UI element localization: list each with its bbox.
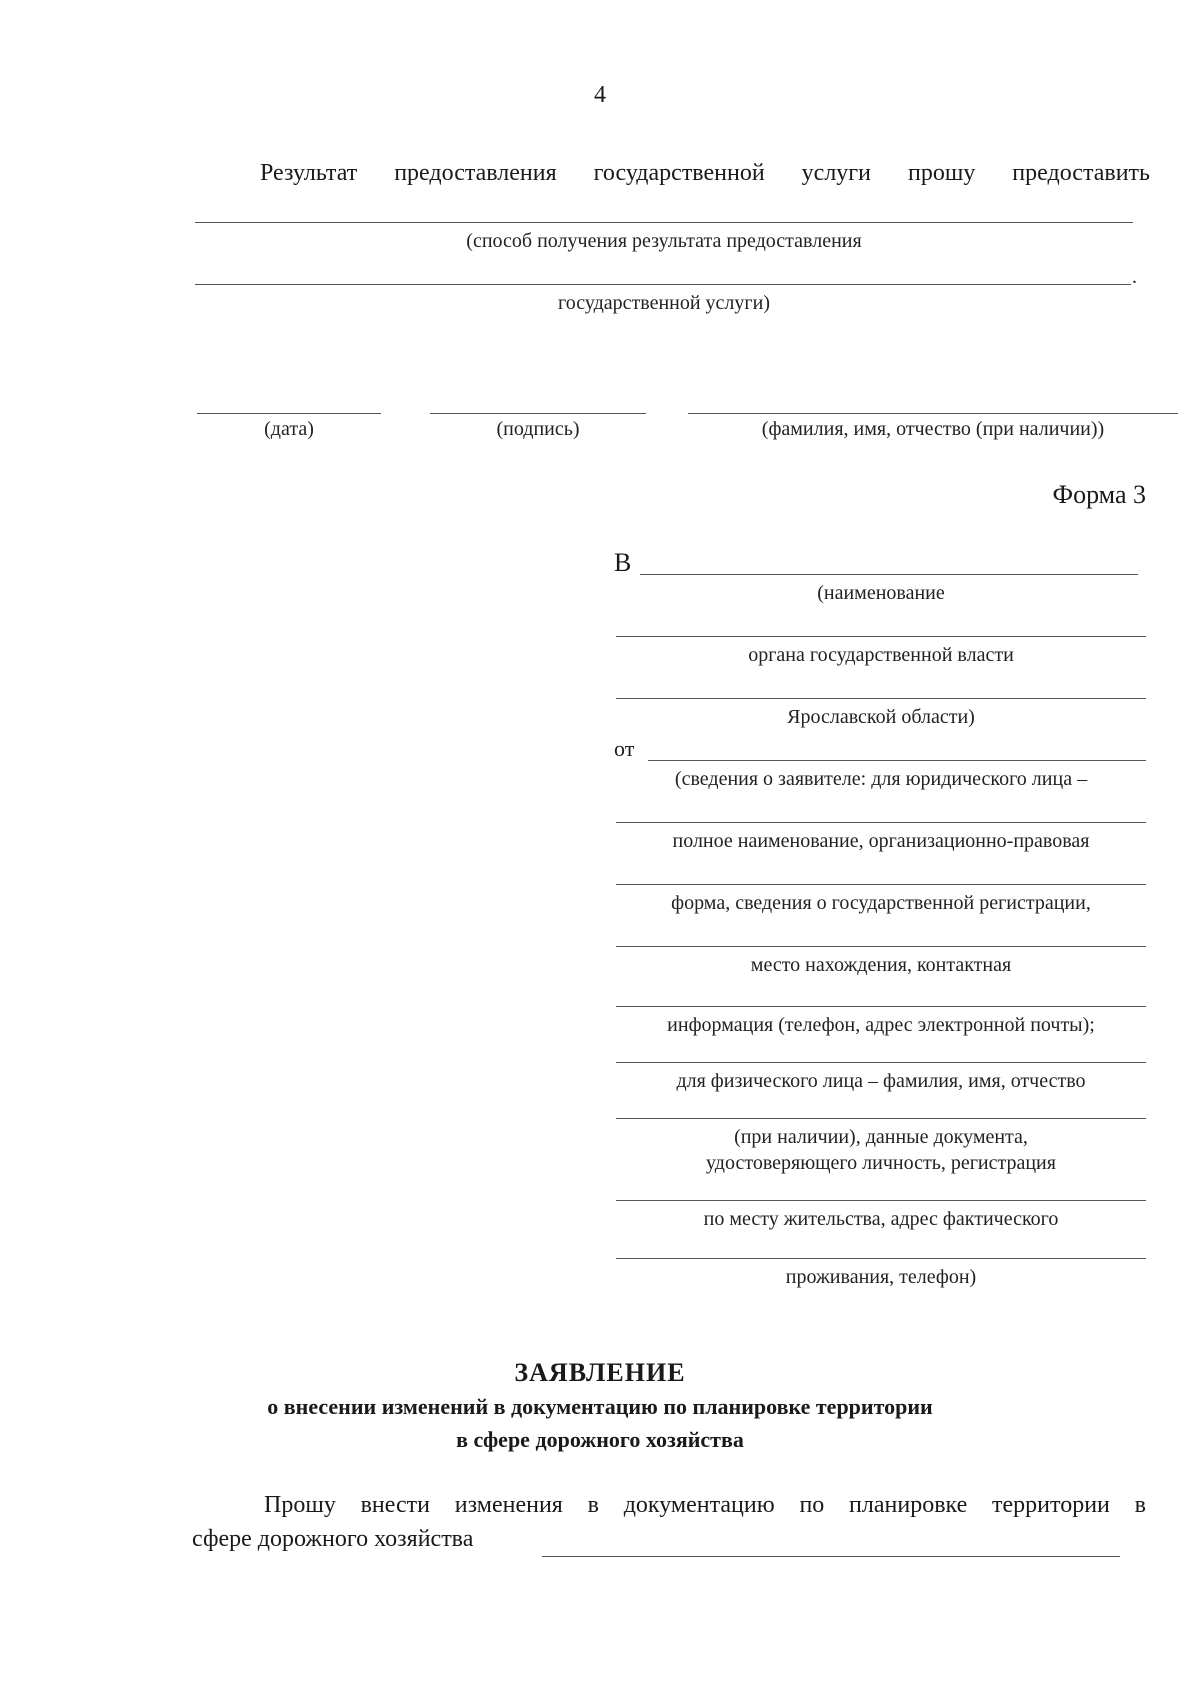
from-line-7: [616, 1200, 1146, 1201]
to-line-1: [640, 574, 1138, 575]
from-caption: по месту жительства, адрес фактического: [703, 1208, 1059, 1230]
from-caption: информация (телефон, адрес электронной почты);: [667, 1014, 1095, 1036]
from-caption: (сведения о заявителе: для юридического лица –: [674, 768, 1088, 790]
result-end-mark: .: [1132, 266, 1137, 288]
from-caption: форма, сведения о государственной регистрации,: [671, 892, 1091, 914]
to-caption-1: (наименование: [817, 582, 945, 604]
signature-line: [430, 413, 646, 414]
statement-body-fill-line: [542, 1556, 1120, 1557]
from-line-0: [648, 760, 1146, 761]
signature-caption: (подпись): [496, 418, 580, 440]
from-line-2: [616, 884, 1146, 885]
statement-body-line-1: Прошу внести изменения в документацию по планировке территории в: [264, 1492, 1146, 1518]
date-line: [197, 413, 381, 414]
to-line-3: [616, 698, 1146, 699]
full-name-caption: (фамилия, имя, отчество (при наличии)): [761, 418, 1105, 440]
statement-title: ЗАЯВЛЕНИЕ: [514, 1358, 686, 1387]
full-name-line: [688, 413, 1178, 414]
from-line-1: [616, 822, 1146, 823]
statement-subtitle-1: о внесении изменений в документацию по планировке территории: [267, 1394, 933, 1419]
from-prefix: от: [614, 736, 635, 761]
to-prefix: В: [614, 548, 632, 577]
result-method-line-1: [195, 222, 1133, 223]
from-caption: удостоверяющего личность, регистрация: [706, 1152, 1056, 1174]
from-line-5: [616, 1062, 1146, 1063]
form-label: Форма 3: [1052, 480, 1146, 509]
result-intro-text: Результат предоставления государственной услуги прошу предоставить: [260, 160, 1150, 186]
from-line-4: [616, 1006, 1146, 1007]
from-line-8: [616, 1258, 1146, 1259]
from-line-6: [616, 1118, 1146, 1119]
from-caption: полное наименование, организационно-правовая: [672, 830, 1090, 852]
date-caption: (дата): [264, 418, 314, 440]
to-line-2: [616, 636, 1146, 637]
result-method-line-2: [195, 284, 1131, 285]
from-caption: место нахождения, контактная: [750, 954, 1012, 976]
from-caption: для физического лица – фамилия, имя, отчество: [676, 1070, 1086, 1092]
statement-body-line-2: сфере дорожного хозяйства: [192, 1526, 474, 1552]
page-number: 4: [594, 82, 606, 108]
to-caption-3: Ярославской области): [787, 706, 975, 728]
result-method-caption-1: (способ получения результата предоставления: [466, 230, 862, 252]
from-caption: (при наличии), данные документа,: [734, 1126, 1028, 1148]
result-method-caption-2: государственной услуги): [558, 292, 770, 314]
from-caption: проживания, телефон): [785, 1266, 977, 1288]
statement-subtitle-2: в сфере дорожного хозяйства: [456, 1427, 744, 1452]
from-line-3: [616, 946, 1146, 947]
to-caption-2: органа государственной власти: [748, 644, 1014, 666]
